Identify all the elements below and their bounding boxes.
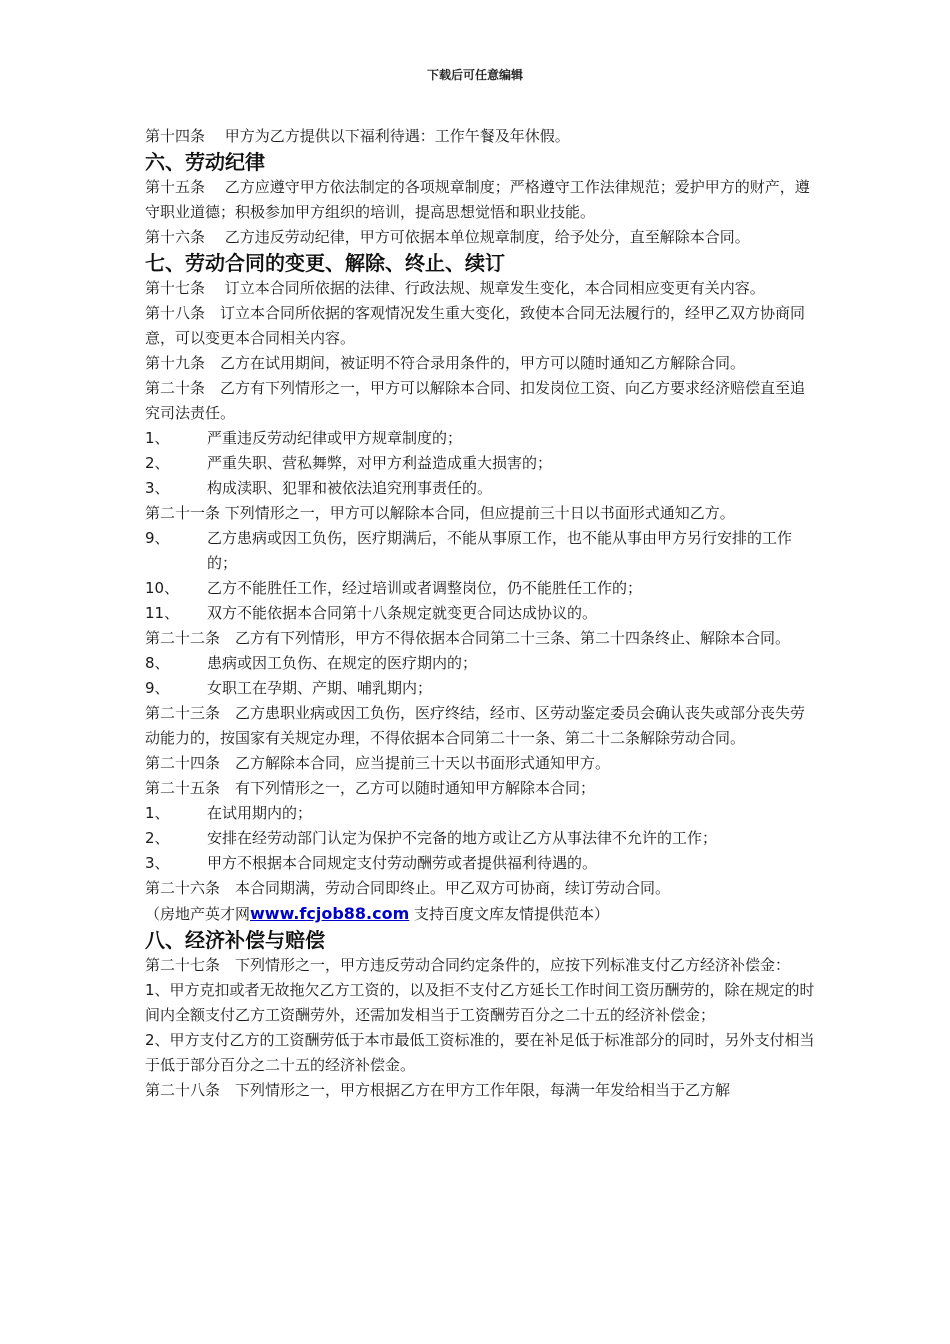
article-17: 第十七条 订立本合同所依据的法律、行政法规、规章发生变化，本合同相应变更有关内容。	[145, 279, 765, 297]
list-text: 女职工在孕期、产期、哺乳期内；	[207, 679, 433, 697]
article-22: 第二十二条 乙方有下列情形，甲方不得依据本合同第二十三条、第二十四条终止、解除本合同。	[145, 629, 791, 647]
list-number: 2、	[145, 829, 170, 847]
article-28: 第二十八条 下列情形之一，甲方根据乙方在甲方工作年限，每满一年发给相当于乙方解	[145, 1081, 731, 1099]
list-text: 乙方患病或因工负伤，医疗期满后，不能从事原工作，也不能从事由甲方另行安排的工作的；	[207, 529, 793, 572]
list-item	[145, 851, 815, 876]
list-item	[145, 526, 815, 576]
list-number: 9、	[145, 679, 170, 697]
section-heading-7: 七、劳动合同的变更、解除、终止、续订	[145, 251, 505, 275]
list-number: 10、	[145, 579, 180, 597]
list-item	[145, 451, 815, 476]
source-note-prefix: （房地产英才网	[145, 905, 251, 923]
article-26: 第二十六条 本合同期满，劳动合同即终止。甲乙双方可协商，续订劳动合同。	[145, 879, 671, 897]
list-item	[145, 576, 815, 601]
list-text: 甲方不根据本合同规定支付劳动酬劳或者提供福利待遇的。	[207, 854, 598, 872]
list-text: 乙方不能胜任工作，经过培训或者调整岗位，仍不能胜任工作的；	[207, 579, 643, 597]
article-25: 第二十五条 有下列情形之一，乙方可以随时通知甲方解除本合同；	[145, 779, 596, 797]
article-20: 第二十条 乙方有下列情形之一，甲方可以解除本合同、扣发岗位工资、向乙方要求经济赔偿直至追究司法责任。	[145, 379, 806, 422]
list-text: 严重失职、营私舞弊，对甲方利益造成重大损害的；	[207, 454, 553, 472]
article-24: 第二十四条 乙方解除本合同，应当提前三十天以书面形式通知甲方。	[145, 754, 611, 772]
list-item	[145, 826, 815, 851]
list-item	[145, 426, 815, 451]
list-number: 1、	[145, 429, 170, 447]
list-number: 3、	[145, 479, 170, 497]
list-item	[145, 676, 815, 701]
page-header: 下载后可任意编辑	[426, 68, 523, 82]
list-text: 双方不能依据本合同第十八条规定就变更合同达成协议的。	[207, 604, 598, 622]
list-text: 构成渎职、犯罪和被依法追究刑事责任的。	[207, 479, 493, 497]
list-item	[145, 651, 815, 676]
list-text: 在试用期内的；	[207, 804, 313, 822]
article-18: 第十八条 订立本合同所依据的客观情况发生重大变化，致使本合同无法履行的，经甲乙双方协商同意，可以变更本合同相关内容。	[145, 304, 806, 347]
article-23: 第二十三条 乙方患职业病或因工负伤，医疗终结，经市、区劳动鉴定委员会确认丧失或部分丧失劳动能力的，按国家有关规定办理，不得依据本合同第二十一条、第二十二条解除劳动合同。	[145, 704, 806, 747]
article-27-item-1: 1、甲方克扣或者无故拖欠乙方工资的，以及拒不支付乙方延长工作时间工资历酬劳的，除在规定的时间内全额支付乙方工资酬劳外，还需加发相当于工资酬劳百分之二十五的经济补偿金；	[145, 981, 815, 1024]
source-link[interactable]: www.fcjob88.com	[250, 904, 410, 923]
source-note	[145, 901, 815, 927]
list-number: 11、	[145, 604, 180, 622]
article-27: 第二十七条 下列情形之一，甲方违反劳动合同约定条件的，应按下列标准支付乙方经济补偿金：	[145, 956, 791, 974]
list-item	[145, 801, 815, 826]
list-number: 9、	[145, 529, 170, 547]
list-text: 患病或因工负伤、在规定的医疗期内的；	[207, 654, 478, 672]
document-body	[145, 124, 815, 1103]
article-14: 第十四条 甲方为乙方提供以下福利待遇：工作午餐及年休假。	[145, 127, 570, 145]
article-21: 第二十一条 下列情形之一，甲方可以解除本合同，但应提前三十日以书面形式通知乙方。	[145, 504, 735, 522]
section-heading-8: 八、经济补偿与赔偿	[145, 928, 325, 952]
list-text: 严重违反劳动纪律或甲方规章制度的；	[207, 429, 463, 447]
list-item	[145, 476, 815, 501]
article-19: 第十九条 乙方在试用期间，被证明不符合录用条件的，甲方可以随时通知乙方解除合同。	[145, 354, 746, 372]
source-note-suffix: 支持百度文库友情提供范本）	[409, 905, 610, 923]
list-item	[145, 601, 815, 626]
section-heading-6: 六、劳动纪律	[145, 150, 265, 174]
list-text: 安排在经劳动部门认定为保护不完备的地方或让乙方从事法律不允许的工作；	[207, 829, 718, 847]
article-16: 第十六条 乙方违反劳动纪律，甲方可依据本单位规章制度，给予处分，直至解除本合同。	[145, 228, 750, 246]
list-number: 8、	[145, 654, 170, 672]
list-number: 3、	[145, 854, 170, 872]
article-15: 第十五条 乙方应遵守甲方依法制定的各项规章制度；严格遵守工作法律规范；爱护甲方的财产，遵守职业道德；积极参加甲方组织的培训，提高思想觉悟和职业技能。	[145, 178, 810, 221]
list-number: 1、	[145, 804, 170, 822]
article-27-item-2: 2、甲方支付乙方的工资酬劳低于本市最低工资标准的，要在补足低于标准部分的同时，另外支付相当于低于部分百分之二十五的经济补偿金。	[145, 1031, 815, 1074]
list-number: 2、	[145, 454, 170, 472]
